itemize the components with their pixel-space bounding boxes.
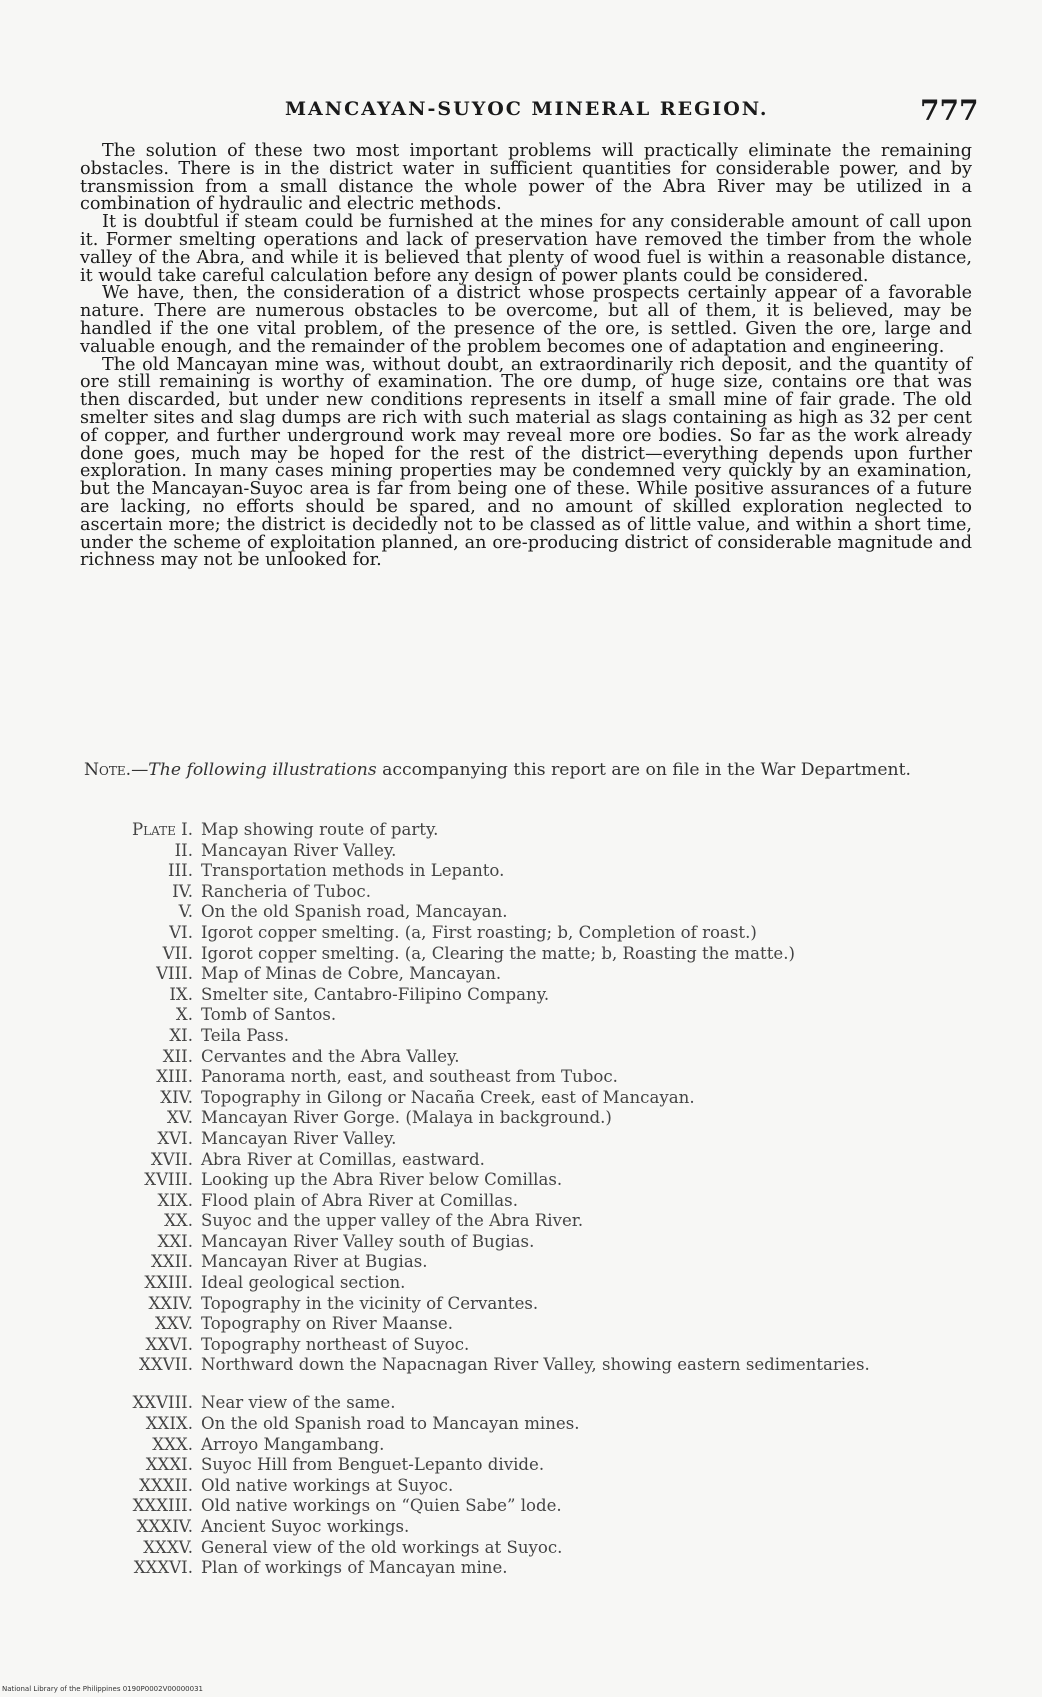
plate-row — [80, 1435, 980, 1456]
running-title: MANCAYAN-SUYOC MINERAL REGION. — [285, 98, 769, 120]
page-number: 777 — [920, 94, 979, 127]
plate-description: Mancayan River at Bugias. — [201, 1252, 428, 1272]
plate-numeral: XIX. — [157, 1190, 193, 1210]
plate-number — [80, 1211, 201, 1230]
plate-number — [80, 1314, 201, 1333]
paragraph-3: We have, then, the consideration of a district whose prospects certainly appear of a favorable nature. There are numerous obstacles to be overcome, but all of them, it is believed, may be handled if the one vital problem, of the presence of the ore, is settled. Given the ore, large and valuable enough, and the remainder of the problem becomes one of adaptation and engineering. — [80, 283, 972, 357]
plate-numeral: VI. — [169, 922, 193, 942]
plate-row — [80, 820, 980, 841]
plate-numeral: XVII. — [150, 1149, 193, 1169]
plate-number — [80, 1355, 201, 1374]
plate-number — [80, 1067, 201, 1086]
plate-description: Map of Minas de Cobre, Mancayan. — [201, 964, 502, 984]
plate-description: Mancayan River Valley. — [201, 1128, 397, 1148]
plate-numeral: XXXV. — [143, 1537, 193, 1557]
plate-number — [80, 1558, 201, 1577]
plate-number — [80, 902, 201, 921]
plate-list — [80, 820, 980, 1579]
plate-row — [80, 1273, 980, 1294]
plate-description: Mancayan River Valley. — [201, 840, 397, 860]
plate-numeral: XXVI. — [145, 1334, 193, 1354]
plate-row — [80, 1191, 980, 1212]
plate-numeral: III. — [168, 861, 193, 881]
plate-numeral: XI. — [169, 1025, 193, 1045]
plate-number — [80, 1232, 201, 1251]
plate-number — [80, 1273, 201, 1292]
plate-numeral: V. — [178, 902, 193, 922]
plate-number — [80, 1047, 201, 1066]
plate-description: Plan of workings of Mancayan mine. — [201, 1558, 508, 1578]
plate-description: Topography northeast of Suyoc. — [201, 1334, 470, 1354]
plate-row — [80, 944, 980, 965]
plate-number — [80, 1026, 201, 1045]
plate-row — [80, 1150, 980, 1171]
plate-description: Transportation methods in Lepanto. — [201, 861, 505, 881]
plate-row — [80, 841, 980, 862]
plate-row — [80, 1355, 980, 1393]
plate-number — [80, 1294, 201, 1313]
plate-description: Rancheria of Tuboc. — [201, 881, 372, 901]
plate-row — [80, 1252, 980, 1273]
plate-number — [80, 944, 201, 963]
plate-numeral: XVI. — [157, 1128, 193, 1148]
plate-description: Suyoc Hill from Benguet-Lepanto divide. — [201, 1455, 545, 1475]
plate-row — [80, 1108, 980, 1129]
plate-description: Igorot copper smelting. (a, First roasting; b, Completion of roast.) — [201, 922, 757, 942]
plate-number — [80, 1393, 201, 1412]
plate-number — [80, 923, 201, 942]
plate-row — [80, 1129, 980, 1150]
plate-numeral: XXIV. — [148, 1293, 193, 1313]
plate-description: Map showing route of party. — [201, 820, 439, 839]
plate-row — [80, 1476, 980, 1497]
plate-numeral: XXXVI. — [133, 1558, 193, 1578]
plate-number — [80, 1252, 201, 1271]
plate-numeral: XIII. — [156, 1067, 193, 1087]
plate-number — [80, 861, 201, 880]
plate-number — [80, 1170, 201, 1189]
plate-number — [80, 1538, 201, 1557]
plate-numeral: I. — [181, 820, 193, 839]
plate-numeral: XXIX. — [145, 1414, 193, 1434]
plate-row — [80, 1335, 980, 1356]
plate-numeral: VIII. — [156, 964, 193, 984]
plate-row — [80, 1067, 980, 1088]
plate-row — [80, 902, 980, 923]
plate-row — [80, 1393, 980, 1414]
plate-description: Flood plain of Abra River at Comillas. — [201, 1190, 518, 1210]
plate-description: Arroyo Mangambang. — [201, 1434, 385, 1454]
plate-description: Suyoc and the upper valley of the Abra River. — [201, 1211, 584, 1231]
plate-numeral: XXVIII. — [132, 1393, 193, 1413]
plate-numeral: XXI. — [157, 1231, 193, 1251]
plate-description: Mancayan River Valley south of Bugias. — [201, 1231, 535, 1251]
plate-number — [80, 1496, 201, 1515]
plate-row — [80, 1232, 980, 1253]
plate-row — [80, 1211, 980, 1232]
plate-row — [80, 1496, 980, 1517]
plate-row — [80, 1455, 980, 1476]
plate-description: Topography in Gilong or Nacaña Creek, east of Mancayan. — [201, 1087, 695, 1107]
plate-numeral: XXII. — [150, 1252, 193, 1272]
plate-number — [80, 1414, 201, 1433]
note-text: accompanying this report are on file in the War Department. — [376, 760, 911, 780]
plate-description: Teila Pass. — [201, 1025, 289, 1045]
plate-number — [80, 1150, 201, 1169]
plate-number — [80, 1088, 201, 1107]
plate-description: On the old Spanish road, Mancayan. — [201, 902, 508, 922]
plate-description: Old native workings at Suyoc. — [201, 1475, 454, 1495]
plate-numeral: XXXI. — [145, 1455, 193, 1475]
plate-row — [80, 1047, 980, 1068]
plate-number — [80, 882, 201, 901]
plate-description: Tomb of Santos. — [201, 1005, 337, 1025]
plate-numeral: XXV. — [155, 1314, 193, 1334]
plate-description: Smelter site, Cantabro-Filipino Company. — [201, 984, 550, 1004]
plate-number — [80, 1005, 201, 1024]
paragraph-4: The old Mancayan mine was, without doubt, an extraordinarily rich deposit, and the quantity of ore still remaining is worthy of examination. The ore dump, of huge size, contains ore that was then discarded, but under new conditions represents in itself a small mine of fair grade. The old smelter sites and slag dumps are rich with such material as slags containing as high as 32 per cent of copper, and further underground work may reveal more ore bodies. So far as the work already done goes, much may be hoped for the rest of the district—everything depends upon further exploration. In many cases mining properties may be condemned very quickly by an examination, but the Mancayan-Suyoc area is far from being one of these. While positive assurances of a future are lacking, no efforts should be spared, and no amount of skilled exploration neglected to ascertain more; the district is decidedly not to be classed as of little value, and within a short time, under the scheme of exploitation planned, an ore-producing district of considerable magnitude and richness may not be unlooked for. — [80, 354, 972, 571]
plate-description: Topography on River Maanse. — [201, 1314, 454, 1334]
plate-row — [80, 985, 980, 1006]
plate-numeral: XXXII. — [139, 1475, 193, 1495]
plate-description: Looking up the Abra River below Comillas. — [201, 1170, 563, 1190]
plate-description: Abra River at Comillas, eastward. — [201, 1149, 485, 1169]
note-italic-text: —The following illustrations — [131, 760, 377, 780]
plate-row — [80, 1538, 980, 1559]
plate-number — [80, 1129, 201, 1148]
plate-row — [80, 1088, 980, 1109]
plate-numeral: VII. — [162, 943, 193, 963]
plate-number — [80, 1455, 201, 1474]
plate-number — [80, 964, 201, 983]
plate-number — [80, 1517, 201, 1536]
plate-description: On the old Spanish road to Mancayan mines. — [201, 1414, 580, 1434]
plate-row — [80, 1170, 980, 1191]
plate-numeral: XV. — [166, 1108, 193, 1128]
plate-row — [80, 964, 980, 985]
plate-row — [80, 1558, 980, 1579]
plate-row — [80, 1026, 980, 1047]
plate-numeral: XXIII. — [144, 1273, 193, 1293]
plate-row — [80, 1314, 980, 1335]
plate-row — [80, 1294, 980, 1315]
paragraph-1: The solution of these two most important problems will practically eliminate the remaining obstacles. There is in the district water in sufficient quantities for considerable power, and by transmission from a small distance the whole power of the Abra River may be utilized in a combination of hydraulic and electric methods. — [80, 141, 972, 215]
plate-row — [80, 1517, 980, 1538]
plate-description: Near view of the same. — [201, 1393, 396, 1413]
plate-numeral: XXXIII. — [132, 1496, 193, 1516]
note-label: Note. — [84, 760, 132, 780]
plate-label: Plate — [131, 820, 176, 839]
plate-description: Panorama north, east, and southeast from Tuboc. — [201, 1067, 618, 1087]
plate-numeral: XXX. — [152, 1434, 193, 1454]
plate-number — [80, 985, 201, 1004]
plate-number — [80, 1335, 201, 1354]
plate-description: Cervantes and the Abra Valley. — [201, 1046, 460, 1066]
plate-description: Old native workings on “Quien Sabe” lode. — [201, 1496, 562, 1516]
plate-description: Ideal geological section. — [201, 1273, 406, 1293]
plate-numeral: XII. — [162, 1046, 193, 1066]
plate-row — [80, 1005, 980, 1026]
plate-row — [80, 923, 980, 944]
plate-description: Ancient Suyoc workings. — [201, 1517, 410, 1536]
plate-numeral: XVIII. — [144, 1170, 193, 1190]
plate-description: Mancayan River Gorge. (Malaya in background.) — [201, 1108, 612, 1128]
plate-description: General view of the old workings at Suyoc. — [201, 1537, 563, 1557]
plate-number — [80, 1476, 201, 1495]
body-text — [80, 143, 972, 570]
note — [84, 761, 970, 780]
plate-number — [80, 1191, 201, 1210]
plate-description: Topography in the vicinity of Cervantes. — [201, 1293, 539, 1313]
paragraph-2: It is doubtful if steam could be furnished at the mines for any considerable amount of call upon it. Former smelting operations and lack of preservation have removed the timber from the whole valley of the Abra, and while it is believed that plenty of wood fuel is within a reasonable distance, it would take careful calculation before any design of power plants could be considered. — [80, 212, 972, 286]
plate-description: Igorot copper smelting. (a, Clearing the matte; b, Roasting the matte.) — [201, 943, 795, 963]
plate-row — [80, 1414, 980, 1435]
plate-numeral: IX. — [169, 984, 193, 1004]
plate-numeral: XX. — [164, 1211, 193, 1231]
plate-description: Northward down the Napacnagan River Valley, showing eastern sedimentaries. — [201, 1355, 870, 1375]
running-head — [0, 94, 1042, 134]
plate-number — [80, 841, 201, 860]
library-footer: National Library of the Philippines 0190P0002V00000031 — [2, 1685, 203, 1693]
plate-number — [80, 1435, 201, 1454]
plate-numeral: XXVII. — [139, 1355, 193, 1375]
plate-numeral: X. — [175, 1005, 193, 1025]
plate-numeral: XXXIV. — [136, 1517, 193, 1536]
plate-numeral: XIV. — [160, 1087, 193, 1107]
plate-row — [80, 861, 980, 882]
plate-number — [80, 1108, 201, 1127]
plate-numeral: II. — [174, 840, 193, 860]
plate-numeral: IV. — [172, 881, 193, 901]
plate-number — [80, 820, 201, 839]
plate-row — [80, 882, 980, 903]
